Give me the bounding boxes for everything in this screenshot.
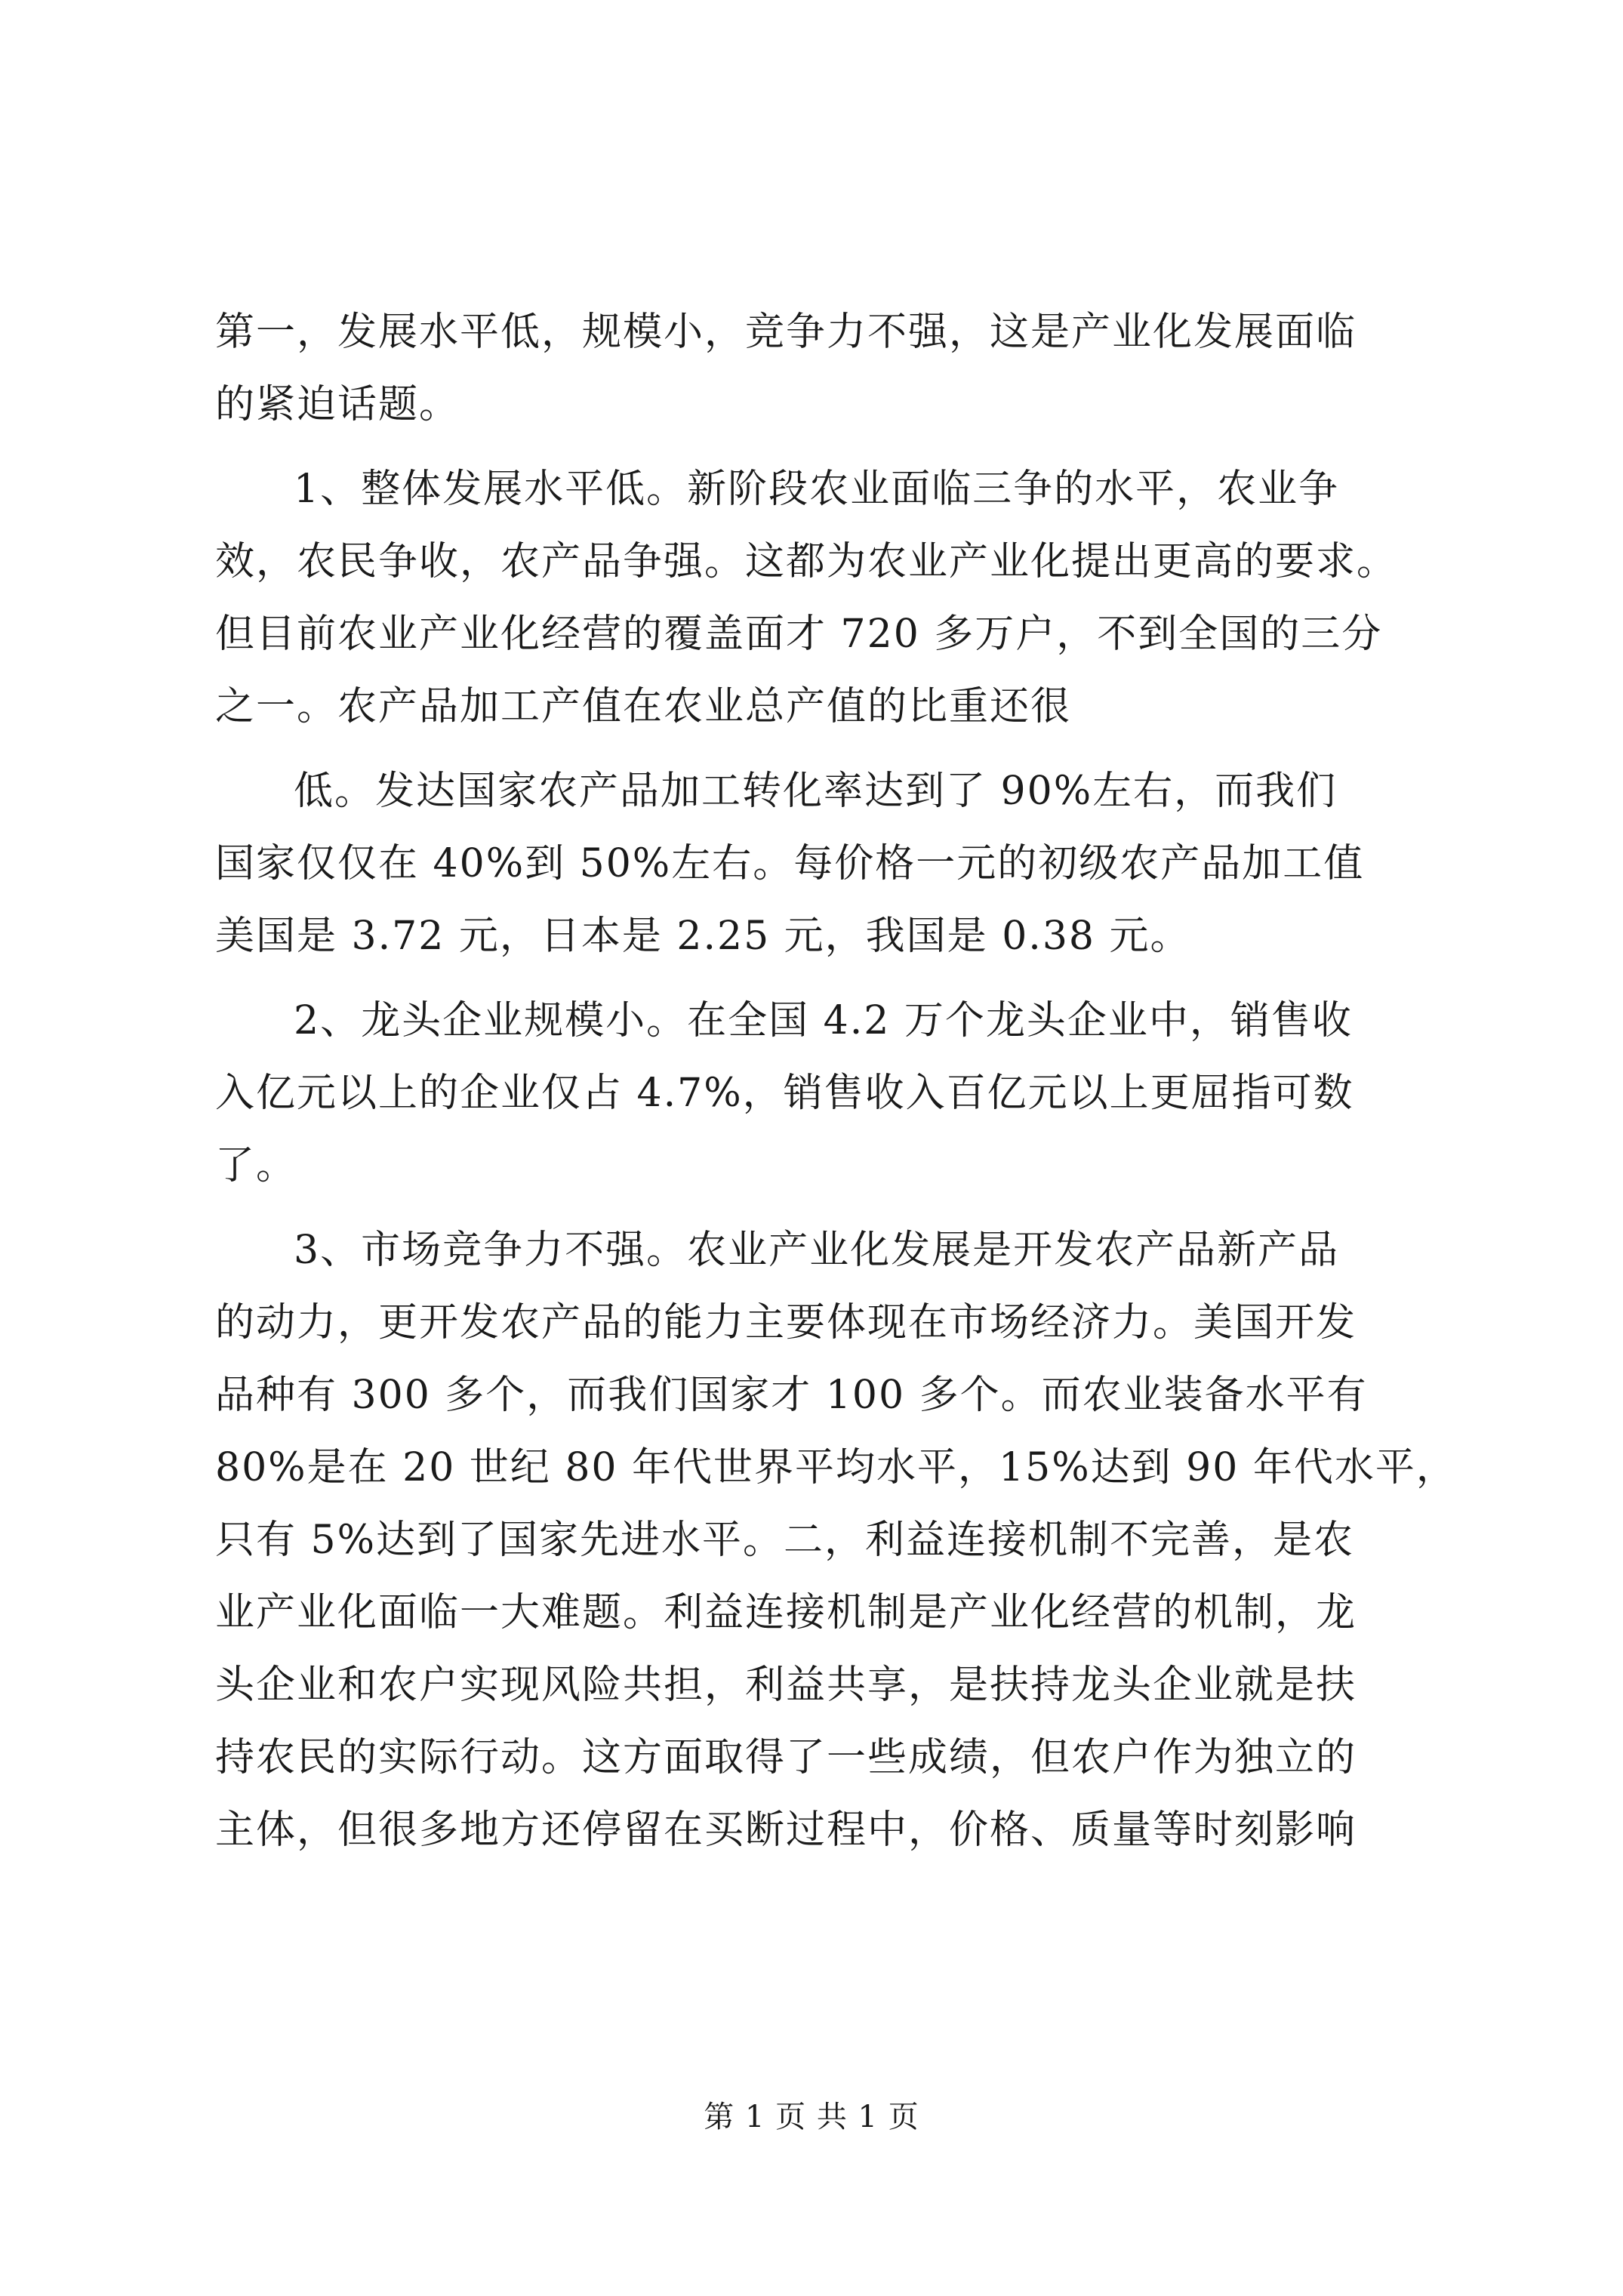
text-line: 品种有 300 多个，而我们国家才 100 多个。而农业装备水平有 bbox=[215, 1373, 1368, 1418]
text-line: 80%是在 20 世纪 80 年代世界平均水平，15%达到 90 年代水平， bbox=[215, 1445, 1457, 1490]
text-line: 第一，发展水平低，规模小，竞争力不强，这是产业化发展面临 bbox=[215, 310, 1357, 355]
text-line: 1、整体发展水平低。新阶段农业面临三争的水平，农业争 bbox=[294, 467, 1340, 512]
text-line: 2、龙头企业规模小。在全国 4.2 万个龙头企业中，销售收 bbox=[294, 998, 1353, 1043]
text-line: 效，农民争收，农产品争强。这都为农业产业化提出更高的要求。 bbox=[215, 539, 1398, 584]
text-line: 头企业和农户实现风险共担，利益共享，是扶持龙头企业就是扶 bbox=[215, 1663, 1357, 1708]
text-line: 但目前农业产业化经营的覆盖面才 720 多万户，不到全国的三分 bbox=[215, 612, 1383, 657]
text-line: 入亿元以上的企业仅占 4.7%，销售收入百亿元以上更屈指可数 bbox=[215, 1071, 1354, 1116]
text-line: 持农民的实际行动。这方面取得了一些成绩，但农户作为独立的 bbox=[215, 1735, 1357, 1780]
text-line: 业产业化面临一大难题。利益连接机制是产业化经营的机制，龙 bbox=[215, 1590, 1357, 1635]
text-line: 主体，但很多地方还停留在买断过程中，价格、质量等时刻影响 bbox=[215, 1808, 1357, 1853]
text-line: 国家仅仅在 40%到 50%左右。每价格一元的初级农产品加工值 bbox=[215, 841, 1365, 886]
text-line: 了。 bbox=[215, 1143, 297, 1188]
text-line: 只有 5%达到了国家先进水平。二，利益连接机制不完善，是农 bbox=[215, 1518, 1355, 1563]
text-line: 之一。农产品加工产值在农业总产值的比重还很 bbox=[215, 684, 1072, 729]
text-line: 3、市场竞争力不强。农业产业化发展是开发农产品新产品 bbox=[294, 1228, 1340, 1273]
text-line: 的动力，更开发农产品的能力主要体现在市场经济力。美国开发 bbox=[215, 1300, 1357, 1345]
page-footer: 第 1 页 共 1 页 bbox=[704, 2100, 919, 2134]
text-line: 的紧迫话题。 bbox=[215, 382, 460, 427]
text-line: 低。发达国家农产品加工转化率达到了 90%左右，而我们 bbox=[294, 769, 1338, 814]
body-text bbox=[215, 296, 1457, 1866]
text-line: 美国是 3.72 元，日本是 2.25 元，我国是 0.38 元。 bbox=[215, 914, 1191, 959]
